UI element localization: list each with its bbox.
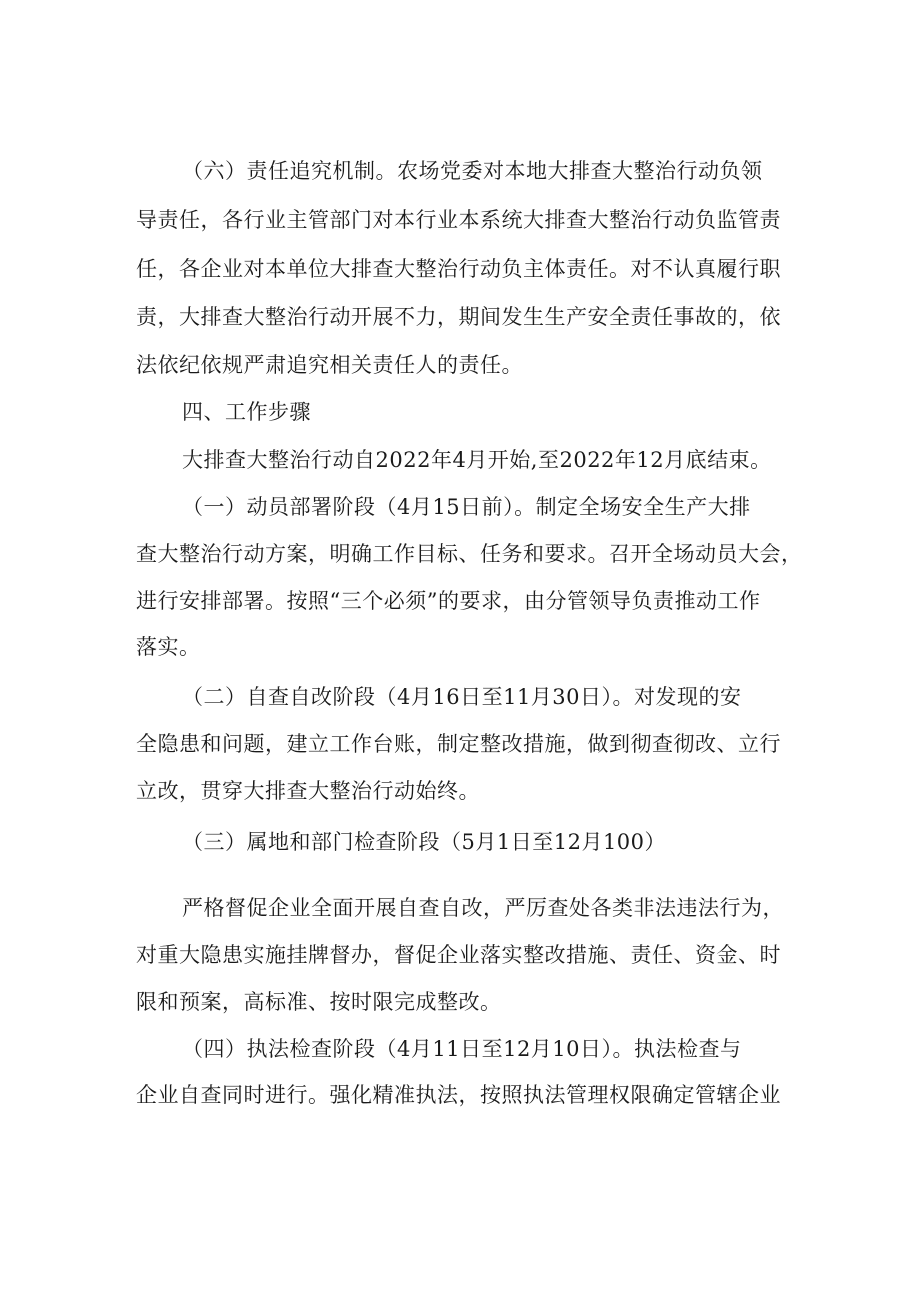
paragraph-6-line-2: 导责任，各行业主管部门对本行业本系统大排查大整治行动负监管责 (136, 208, 781, 232)
intro-paragraph: 大排查大整治行动自2022年4月开始,至2022年12月底结束。 (182, 448, 772, 472)
step-1-line-3: 进行安排部署。按照“三个必须”的要求，由分管领导负责推动工作 (136, 589, 761, 613)
step-4-line-2: 企业自查同时进行。强化精准执法，按照执法管理权限确定管辖企业 (136, 1083, 781, 1107)
paragraph-6-line-1: （六）责任追究机制。农场党委对本地大排查大整治行动负领 (182, 159, 763, 183)
step-3-heading: （三）属地和部门检查阶段（5月1日至12月100） (182, 830, 667, 854)
step-3-body-line-1: 严格督促企业全面开展自查自改，严厉查处各类非法违法行为， (182, 896, 784, 920)
step-1-line-4: 落实。 (136, 635, 201, 659)
paragraph-6-line-3: 任，各企业对本单位大排查大整治行动负主体责任。对不认真履行职 (136, 257, 781, 281)
step-3-body-line-2: 对重大隐患实施挂牌督办，督促企业落实整改措施、责任、资金、时 (136, 943, 781, 967)
step-1-line-1: （一）动员部署阶段（4月15日前）。制定全场安全生产大排 (182, 495, 751, 519)
step-2-line-2: 全隐患和问题，建立工作台账，制定整改措施，做到彻查彻改、立行 (136, 732, 781, 756)
step-2-line-1: （二）自查自改阶段（4月16日至11月30日）。对发现的安 (182, 685, 742, 709)
paragraph-6-line-4: 责，大排查大整治行动开展不力，期间发生生产安全责任事故的，依 (136, 305, 781, 329)
step-2-line-3: 立改，贯穿大排查大整治行动始终。 (136, 779, 480, 803)
step-1-line-2: 查大整治行动方案，明确工作目标、任务和要求。召开全场动员大会， (136, 542, 803, 566)
paragraph-6-line-5: 法依纪依规严肃追究相关责任人的责任。 (136, 353, 523, 377)
step-3-body-line-3: 限和预案，高标准、按时限完成整改。 (136, 990, 502, 1014)
section-heading-4: 四、工作步骤 (182, 400, 311, 424)
step-4-line-1: （四）执法检查阶段（4月11日至12月10日）。执法检查与 (182, 1037, 742, 1061)
